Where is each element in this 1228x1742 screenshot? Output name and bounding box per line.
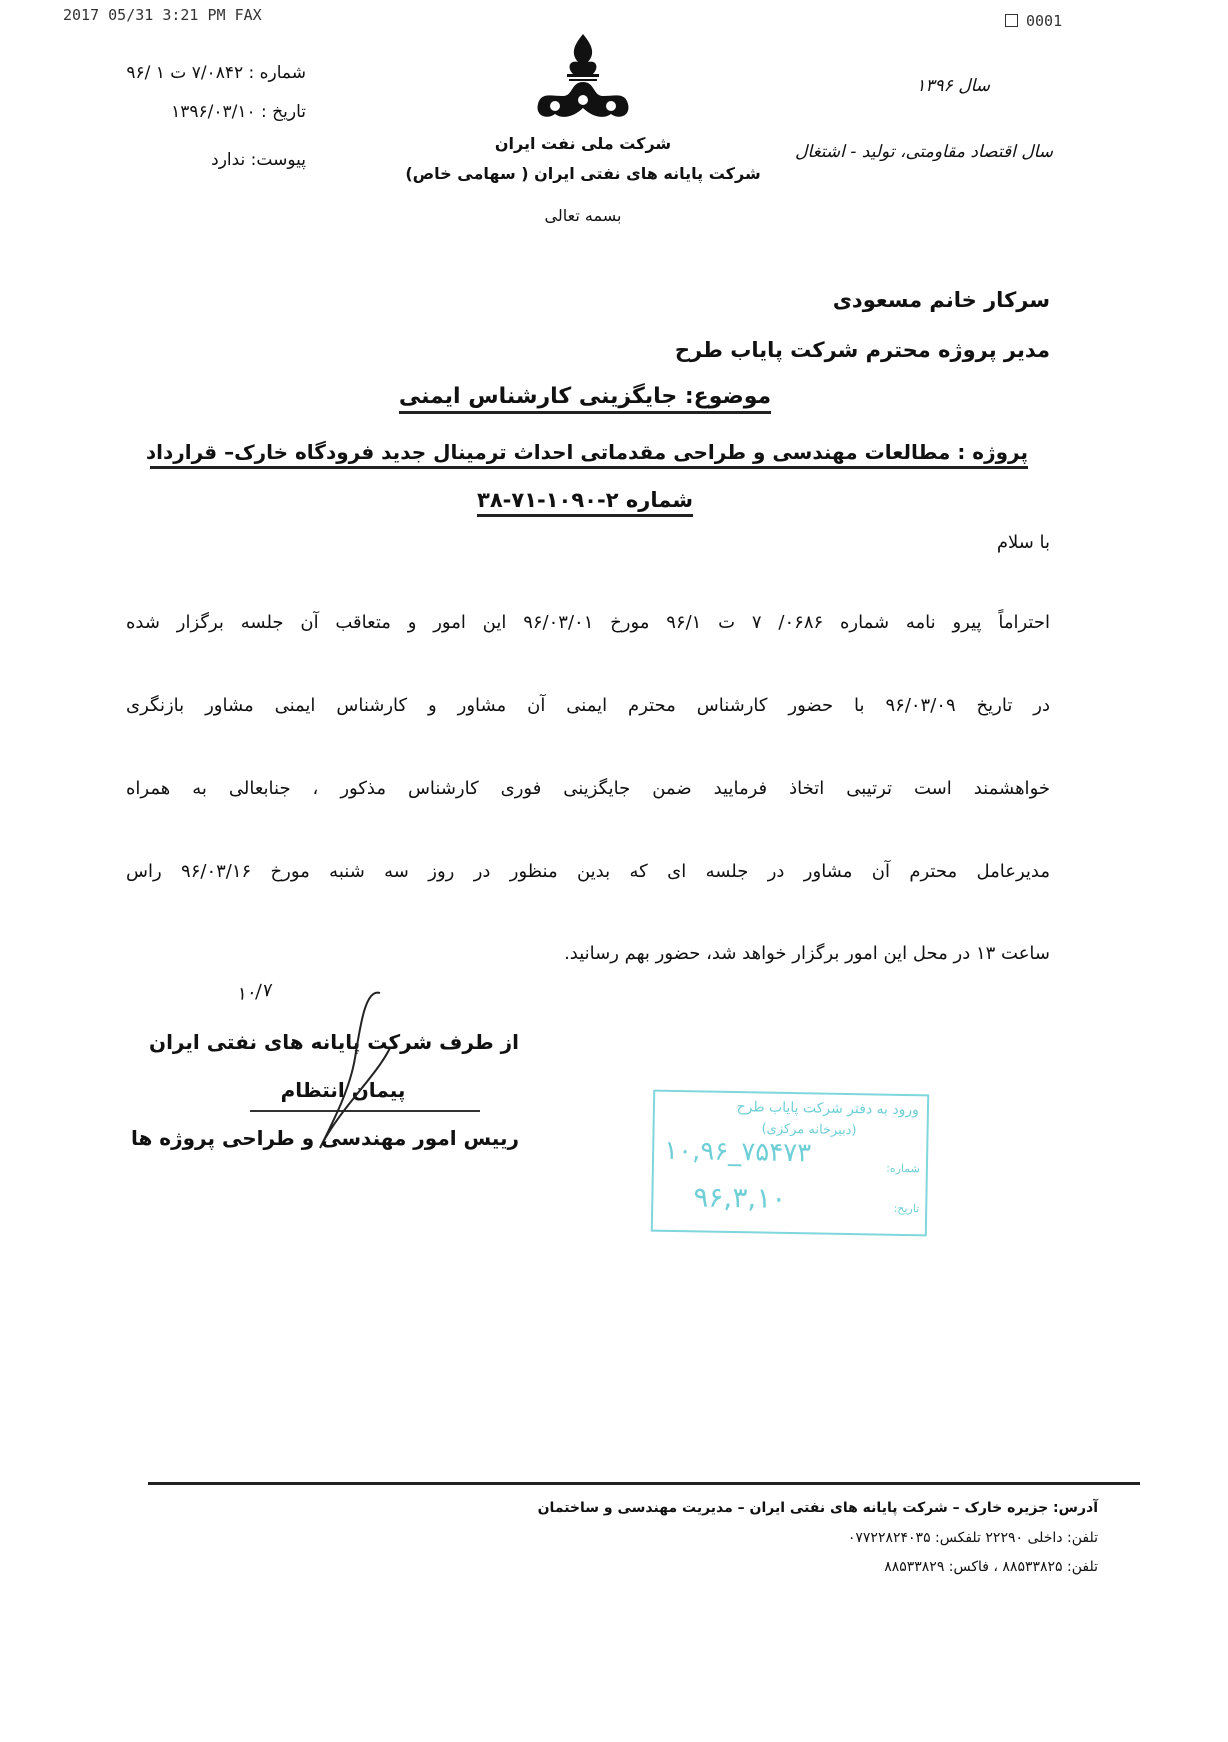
subject: موضوع: جایگزینی کارشناس ایمنی <box>399 384 771 414</box>
year-slogan: سال اقتصاد مقاومتی، تولید - اشتغال <box>795 142 1053 162</box>
fax-timestamp: 2017 05/31 3:21 PM FAX <box>63 6 262 24</box>
stamp-number-value: ۱۰,۹۶_۷۵۴۷۳ <box>663 1135 812 1169</box>
subject-wrap <box>0 384 1170 414</box>
handwritten-note: ۱۰/۷ <box>234 979 273 1006</box>
project-line-1: پروژه : مطالعات مهندسی و طراحی مقدماتی احداث ترمینال جدید فرودگاه خارک– قرارداد <box>150 440 1028 469</box>
project-line-2: شماره ۲-۱۰۹۰-۷۱-۳۸ <box>477 488 693 517</box>
nioc-logo <box>533 32 633 124</box>
signer-name: پیمان انتظام <box>280 1078 406 1102</box>
body-line: در تاریخ ۹۶/۰۳/۰۹ با حضور کارشناس محترم ایمنی آن مشاور و کارشناس ایمنی مشاور بازنگری <box>126 695 1051 716</box>
reference-number: شماره : ۷/۰۸۴۲ ت ۱ /۹۶ <box>126 63 306 83</box>
recipient-title: مدیر پروژه محترم شرکت پایاب طرح <box>674 338 1050 362</box>
company-parent: شرکت ملی نفت ایران <box>494 134 672 153</box>
footer-address: آدرس: جزیره خارک – شرکت پایانه های نفتی ایران – مدیریت مهندسی و ساختمان <box>537 1500 1098 1516</box>
year-note: سال ۱۳۹۶ <box>916 76 990 96</box>
invocation: بسمه تعالی <box>544 206 622 225</box>
company-name: شرکت پایانه های نفتی ایران ( سهامی خاص) <box>405 164 761 183</box>
body-line: خواهشمند است ترتیبی اتخاذ فرمایید ضمن جایگزینی فوری کارشناس مذکور ، جنابعالی به همراه <box>126 778 1050 799</box>
recipient-name: سرکار خانم مسعودی <box>832 288 1050 312</box>
footer-phone-internal: تلفن: داخلی ۲۲۲۹۰ تلفکس: ۰۷۷۲۲۸۲۴۰۳۵ <box>847 1530 1098 1546</box>
letter-date: تاریخ : ۱۳۹۶/۰۳/۱۰ <box>171 102 306 122</box>
body-line: احتراماً پیرو نامه شماره ۰۶۸۶/ ۷ ت ۹۶/۱ مورخ ۹۶/۰۳/۰۱ این امور و متعاقب آن جلسه برگزار شده <box>126 612 1050 633</box>
page-number-text: 0001 <box>1026 12 1063 30</box>
fax-page-number <box>1005 12 1062 30</box>
stamp-title: ورود به دفتر شرکت پایاب طرح <box>736 1099 920 1119</box>
signature-on-behalf: از طرف شرکت پایانه های نفتی ایران <box>149 1030 519 1054</box>
footer-phone-fax: تلفن: ۸۸۵۳۳۸۲۵ ، فاکس: ۸۸۵۳۳۸۲۹ <box>884 1559 1098 1575</box>
stamp-number-label: شماره: <box>886 1161 921 1176</box>
stamp-date-value: ۹۶,۳,۱۰ <box>693 1180 787 1215</box>
greeting: با سلام <box>996 532 1050 553</box>
flame-logo-icon <box>533 32 633 124</box>
stamp-subtitle: (دبیرخانه مرکزی) <box>761 1121 857 1139</box>
project-line-2-wrap <box>0 488 1170 517</box>
body-line: مدیرعامل محترم آن مشاور در جلسه ای که بدین منظور در روز سه شنبه مورخ ۹۶/۰۳/۱۶ راس <box>126 861 1051 882</box>
footer-divider <box>148 1482 1140 1485</box>
stamp-date-label: تاریخ: <box>893 1201 920 1216</box>
checkbox-icon <box>1005 14 1018 27</box>
body-line: ساعت ۱۳ در محل این امور برگزار خواهد شد، حضور بهم رسانید. <box>564 943 1050 964</box>
attachment: پیوست: ندارد <box>211 150 306 170</box>
received-stamp <box>651 1090 929 1237</box>
signer-title: رییس امور مهندسی و طراحی پروژه ها <box>130 1126 519 1150</box>
